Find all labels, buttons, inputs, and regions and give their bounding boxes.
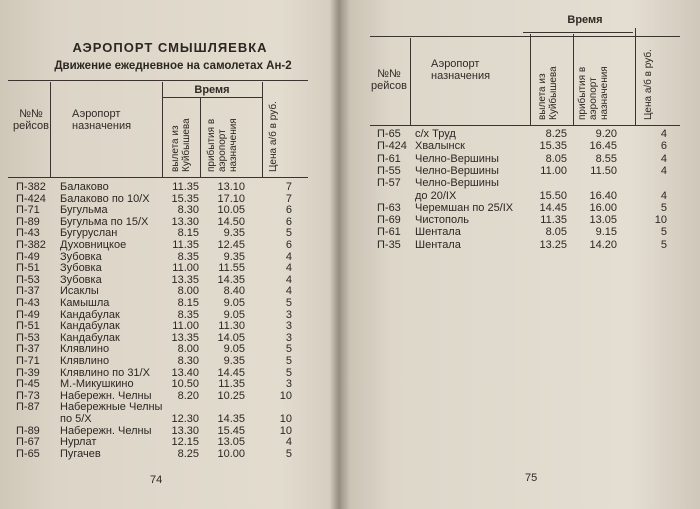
table-row (0, 367, 310, 379)
arrival-time: 9.05 (223, 308, 245, 321)
table-row (0, 448, 310, 460)
arrival-time: 10.05 (217, 204, 245, 217)
destination-name: Духовницкое (60, 239, 127, 251)
departure-time: 8.25 (177, 447, 199, 460)
table-row (345, 153, 685, 165)
arrival-time: 16.00 (589, 201, 617, 214)
ticket-price: 3 (285, 331, 292, 344)
departure-time: 13.40 (171, 366, 199, 379)
ticket-price: 4 (660, 189, 667, 202)
destination-name: Балаково по 10/X (60, 192, 150, 205)
arrival-time: 9.35 (223, 250, 245, 263)
table-row (0, 204, 310, 216)
ticket-price: 10 (279, 389, 292, 402)
arrival-time: 15.45 (217, 424, 245, 437)
table-row (345, 214, 685, 226)
ticket-price: 4 (285, 436, 292, 449)
table-row (0, 297, 310, 309)
flight-number: П-43 (16, 297, 40, 309)
departure-time: 13.25 (539, 238, 567, 251)
arrival-time: 14.35 (217, 273, 245, 286)
arrival-time: 17.10 (217, 192, 245, 205)
flight-number: П-424 (377, 140, 407, 153)
arrival-time: 16.45 (589, 140, 617, 153)
header-bottom-rule (8, 177, 308, 178)
departure-time: 13.30 (171, 215, 199, 228)
table-row (0, 436, 310, 448)
destination-name: Челно-Вершины (415, 177, 499, 190)
arrival-time: 13.10 (217, 181, 245, 193)
destination-name: Зубовка (60, 250, 102, 263)
departure-time: 11.35 (540, 214, 567, 227)
page-number: 74 (150, 474, 163, 486)
table-row (0, 216, 310, 228)
flight-number: П-57 (377, 177, 401, 190)
destination-name: Набережн. Челны (60, 389, 152, 402)
departure-time: 15.50 (539, 189, 567, 202)
col-divider (410, 38, 411, 125)
departure-time: 8.35 (177, 250, 199, 263)
table-row (345, 202, 685, 214)
ticket-price: 10 (654, 214, 667, 227)
flight-number: П-37 (16, 343, 40, 356)
table-row (0, 425, 310, 437)
flight-number: П-53 (16, 273, 40, 286)
table-row (0, 251, 310, 263)
header-num: №№ рейсов (371, 68, 407, 92)
arrival-time: 8.55 (595, 152, 617, 165)
arrival-time: 9.05 (223, 297, 245, 309)
arrival-time: 13.05 (589, 214, 617, 227)
flight-number: П-87 (16, 401, 40, 414)
flight-number: П-67 (16, 436, 40, 449)
ticket-price: 7 (285, 181, 292, 193)
ticket-price: 5 (660, 201, 667, 214)
flight-number: П-49 (16, 250, 40, 263)
ticket-price: 4 (660, 128, 667, 140)
departure-time: 13.35 (171, 331, 199, 344)
flight-number: П-71 (16, 355, 40, 367)
ticket-price: 6 (285, 239, 292, 251)
table-row (0, 413, 310, 425)
departure-time: 11.00 (540, 164, 567, 177)
departure-time: 12.15 (171, 436, 199, 449)
table-row (0, 309, 310, 321)
ticket-price: 7 (285, 192, 292, 205)
table-row (345, 128, 685, 140)
col-divider (200, 98, 201, 177)
departure-time: 8.15 (177, 297, 199, 309)
ticket-price: 5 (285, 447, 292, 460)
departure-time: 8.25 (545, 128, 567, 140)
destination-name: Хвалынск (415, 140, 465, 153)
ticket-price: 5 (660, 226, 667, 239)
ticket-price: 3 (285, 320, 292, 333)
flight-number: П-51 (16, 262, 40, 275)
header-arr: прибытия в аэропорт назначения (206, 118, 239, 172)
flight-number: П-55 (377, 164, 401, 177)
header-price: Цена а/б в руб. (643, 49, 654, 120)
ticket-price: 5 (285, 355, 292, 367)
destination-name: Бугульма (60, 204, 108, 217)
header-time: Время (194, 84, 230, 96)
destination-name: Исаклы (60, 285, 99, 298)
col-divider (262, 82, 263, 177)
header-dep: вылета из Куйбышева (170, 118, 192, 172)
table-row (0, 262, 310, 274)
flight-number: П-73 (16, 389, 40, 402)
table-row (345, 226, 685, 238)
arrival-time: 11.50 (590, 164, 617, 177)
departure-time: 8.05 (545, 226, 567, 239)
arrival-time: 9.20 (595, 128, 617, 140)
table-row (345, 190, 685, 202)
arrival-time: 11.55 (218, 262, 245, 275)
destination-name: по 5/X (60, 413, 92, 425)
destination-name: Челно-Вершины (415, 164, 499, 177)
destination-name: Набережные Челны (60, 401, 163, 414)
departure-time: 11.35 (172, 181, 199, 193)
flight-number: П-65 (16, 447, 40, 460)
flight-number: П-89 (16, 424, 40, 437)
header-time: Время (567, 14, 603, 26)
destination-name: Бугульма по 15/X (60, 215, 149, 228)
destination-name: Набережн. Челны (60, 424, 152, 437)
flight-number: П-51 (16, 320, 40, 333)
col-divider (162, 82, 163, 177)
destination-name: Кандабулак (60, 308, 120, 321)
flight-number: П-69 (377, 214, 401, 227)
destination-name: Кандабулак (60, 331, 120, 344)
table-row (0, 239, 310, 251)
flight-number: П-35 (377, 238, 401, 251)
arrival-time: 8.40 (223, 285, 245, 298)
table-row (345, 239, 685, 251)
table-row (345, 165, 685, 177)
departure-time: 13.30 (171, 424, 199, 437)
ticket-price: 6 (285, 204, 292, 217)
header-top-rule (370, 36, 680, 37)
flight-number: П-71 (16, 204, 40, 217)
destination-name: Клявлино (60, 355, 110, 367)
col-divider (50, 82, 51, 177)
destination-name: Клявлино (60, 343, 110, 356)
ticket-price: 3 (285, 308, 292, 321)
table-row (0, 285, 310, 297)
page-number: 75 (525, 472, 538, 484)
departure-time: 8.15 (177, 227, 199, 240)
arrival-time: 14.20 (589, 238, 617, 251)
destination-name: Шентала (415, 238, 461, 251)
flight-number: П-61 (377, 226, 401, 239)
ticket-price: 5 (285, 297, 292, 309)
table-row (0, 193, 310, 205)
table-row (0, 378, 310, 390)
table-row (345, 177, 685, 189)
departure-time: 10.50 (171, 378, 199, 391)
departure-time: 15.35 (539, 140, 567, 153)
table-row (345, 140, 685, 152)
ticket-price: 6 (285, 215, 292, 228)
arrival-time: 16.40 (589, 189, 617, 202)
ticket-price: 4 (660, 164, 667, 177)
flight-number: П-65 (377, 128, 401, 140)
col-divider (530, 34, 531, 125)
table-row (0, 274, 310, 286)
destination-name: Зубовка (60, 262, 102, 275)
flight-number: П-37 (16, 285, 40, 298)
page-title: АЭРОПОРТ СМЫШЛЯЕВКА (72, 40, 268, 55)
departure-time: 12.30 (171, 413, 199, 425)
arrival-time: 10.00 (217, 447, 245, 460)
ticket-price: 10 (279, 424, 292, 437)
flight-number: П-39 (16, 366, 40, 379)
ticket-price: 4 (285, 273, 292, 286)
departure-time: 8.05 (545, 152, 567, 165)
destination-name: Пугачев (60, 447, 101, 460)
departure-time: 11.00 (172, 320, 199, 333)
destination-name: Камышла (60, 297, 110, 309)
destination-name: Бугуруслан (60, 227, 118, 240)
arrival-time: 14.50 (217, 215, 245, 228)
header-dest: Аэропорт назначения (72, 108, 132, 132)
arrival-time: 10.25 (217, 389, 245, 402)
destination-name: Чистополь (415, 214, 469, 227)
ticket-price: 5 (285, 366, 292, 379)
header-price: Цена а/б в руб. (268, 101, 279, 172)
header-num: №№ рейсов (13, 108, 49, 132)
destination-name: Нурлат (60, 436, 97, 449)
departure-time: 8.20 (177, 389, 199, 402)
flight-number: П-89 (16, 215, 40, 228)
table-row (0, 181, 310, 193)
col-divider (635, 28, 636, 125)
departure-time: 13.35 (171, 273, 199, 286)
flight-number: П-382 (16, 239, 46, 251)
arrival-time: 13.05 (217, 436, 245, 449)
table-row (0, 332, 310, 344)
flight-number: П-382 (16, 181, 46, 193)
arrival-time: 9.15 (595, 226, 617, 239)
ticket-price: 4 (285, 285, 292, 298)
destination-name: Зубовка (60, 273, 102, 286)
departure-time: 8.00 (177, 343, 199, 356)
ticket-price: 5 (285, 343, 292, 356)
ticket-price: 5 (660, 238, 667, 251)
table-row (0, 320, 310, 332)
ticket-price: 3 (285, 378, 292, 391)
departure-time: 11.35 (172, 239, 199, 251)
departure-time: 8.35 (177, 308, 199, 321)
destination-name: Шентала (415, 226, 461, 239)
destination-name: Челно-Вершины (415, 152, 499, 165)
flight-number: П-49 (16, 308, 40, 321)
ticket-price: 5 (285, 227, 292, 240)
header-top-rule (8, 80, 308, 81)
header-arr: прибытия в аэропорт назначения (577, 66, 610, 120)
left-page (0, 0, 340, 509)
arrival-time: 14.05 (217, 331, 245, 344)
flight-number: П-61 (377, 152, 401, 165)
destination-name: Балаково (60, 181, 109, 193)
arrival-time: 11.35 (218, 378, 245, 391)
table-row (0, 390, 310, 402)
arrival-time: 14.35 (217, 413, 245, 425)
destination-name: Кандабулак (60, 320, 120, 333)
ticket-price: 4 (660, 152, 667, 165)
time-header-rule (162, 97, 262, 98)
col-divider (573, 34, 574, 125)
flight-number: П-53 (16, 331, 40, 344)
ticket-price: 4 (285, 250, 292, 263)
header-dep: вылета из Куйбышева (537, 66, 559, 120)
arrival-time: 14.45 (217, 366, 245, 379)
departure-time: 8.30 (177, 355, 199, 367)
departure-time: 15.35 (171, 192, 199, 205)
table-row (0, 401, 310, 413)
arrival-time: 9.35 (223, 355, 245, 367)
header-bottom-rule (370, 125, 680, 126)
table-row (0, 227, 310, 239)
departure-time: 11.00 (172, 262, 199, 275)
ticket-price: 4 (285, 262, 292, 275)
table-row (0, 343, 310, 355)
time-header-rule (523, 32, 633, 33)
flight-number: П-45 (16, 378, 40, 391)
destination-name: до 20/IX (415, 189, 457, 202)
destination-name: Черемшан по 25/IX (415, 201, 514, 214)
destination-name: с/х Труд (415, 128, 456, 140)
departure-time: 14.45 (539, 201, 567, 214)
header-dest: Аэропорт назначения (431, 58, 491, 82)
departure-time: 8.30 (177, 204, 199, 217)
arrival-time: 12.45 (217, 239, 245, 251)
destination-name: М.-Микушкино (60, 378, 134, 391)
ticket-price: 6 (660, 140, 667, 153)
departure-time: 8.00 (177, 285, 199, 298)
right-page (345, 0, 700, 509)
flight-number: П-63 (377, 201, 401, 214)
page-subtitle: Движение ежедневное на самолетах Ан-2 (54, 60, 292, 72)
arrival-time: 11.30 (218, 320, 245, 333)
ticket-price: 10 (279, 413, 292, 425)
table-row (0, 355, 310, 367)
arrival-time: 9.35 (223, 227, 245, 240)
arrival-time: 9.05 (223, 343, 245, 356)
flight-number: П-43 (16, 227, 40, 240)
flight-number: П-424 (16, 192, 46, 205)
destination-name: Клявлино по 31/X (60, 366, 150, 379)
